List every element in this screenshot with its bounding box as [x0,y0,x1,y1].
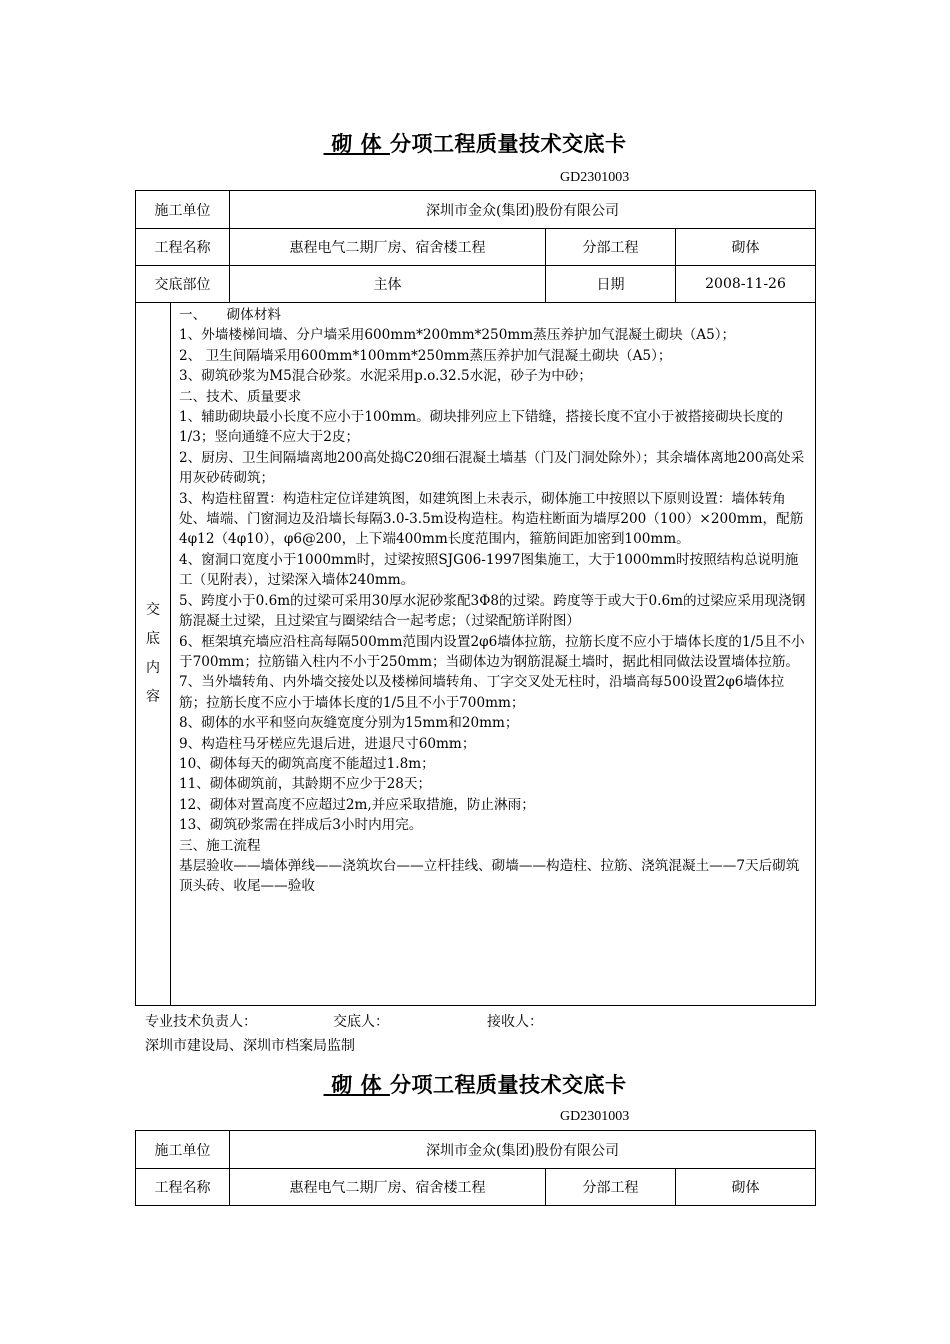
construction-unit-label: 施工单位 [136,191,230,229]
disclosure-table [135,1130,816,1206]
project-name-value: 惠程电气二期厂房、宿舍楼工程 [230,229,546,266]
content-line: 11、砌体砌筑前，其龄期不应少于28天； [179,776,432,793]
content-line: 13、砌筑砂浆需在拌成后3小时内用完。 [179,817,423,834]
row-disclosure-location [136,266,816,303]
content-line: 基层验收——墙体弹线——浇筑坎台——立杆挂线、砌墙——构造柱、拉筋、浇筑混凝土——7天后砌筑顶头砖、收尾——验收 [179,857,800,895]
form-code: GD2301003 [560,170,630,185]
disclosure-content [171,303,816,1006]
content-line: 1、辅助砌块最小长度不应小于100mm。砌块排列应上下错缝，搭接长度不宜小于被搭接砌块长度的1/3；竖向通缝不应大于2皮； [179,409,784,446]
disclosure-table [135,190,816,1006]
card-title [0,1069,950,1099]
content-line: 2、 卫生间隔墙采用600mm*100mm*250mm蒸压养护加气混凝土砌块（A5）； [179,347,672,364]
date-label: 日期 [546,266,676,303]
card-title-subject: 砌 体 [323,132,390,156]
row-project-name [136,1169,816,1206]
content-label-char: 底 [146,631,160,647]
project-name-label: 工程名称 [136,229,230,266]
content-line: 9、构造柱马牙槎应先退后进，进退尺寸60mm； [179,735,476,752]
content-label-char: 交 [146,602,160,618]
content-label-char: 内 [146,660,160,676]
card-title-subject: 砌 体 [323,1073,390,1097]
construction-unit-value: 深圳市金众(集团)股份有限公司 [230,191,816,229]
content-line: 2、厨房、卫生间隔墙离地200高处捣C20细石混凝土墙基（门及门洞处除外）；其余墙体离地200高处采用灰砂砖砌筑； [179,449,805,487]
presenter-label: 交底人： [333,1014,389,1030]
content-line: 5、跨度小于0.6m的过梁可采用30厚水泥砂浆配3Φ8的过梁。跨度等于或大于0.6m的过梁应采用现浇钢筋混凝土过梁，且过梁宜与圈梁结合一起考虑；（过梁配筋详附图） [179,592,806,630]
content-line: 8、砌体的水平和竖向灰缝宽度分别为15mm和20mm； [179,715,519,732]
form-code: GD2301003 [560,1109,630,1124]
subproject-value: 砌体 [676,229,816,266]
disclosure-location-label: 交底部位 [136,266,230,303]
content-label-char: 容 [146,689,160,705]
content-line: 7、当外墙转角、内外墙交接处以及楼梯间墙转角、丁字交叉处无柱时，沿墙高每500设置2φ6墙体拉筋；拉筋长度不应小于墙体长度的1/5且不小于700mm； [179,674,785,711]
subproject-label: 分部工程 [546,1169,676,1206]
card-title [0,128,950,158]
card-title-text: 分项工程质量技术交底卡 [389,132,627,156]
content-line: 1、外墙楼梯间墙、分户墙采用600mm*200mm*250mm蒸压养护加气混凝土砌块（A5）； [179,327,736,344]
content-line: 6、框架填充墙应沿柱高每隔500mm范围内设置2φ6墙体拉筋，拉筋长度不应小于墙体长度的1/5且不小于700mm；拉筋锚入柱内不小于250mm；当砌体边为钢筋混凝土墙时，据此相同做法设置墙体拉筋。 [179,633,805,670]
content-side-label [136,303,171,1006]
supervisor-note: 深圳市建设局、深圳市档案局监制 [145,1038,355,1054]
row-construction-unit [136,191,816,229]
content-line: 10、砌体每天的砌筑高度不能超过1.8m； [179,755,435,772]
content-line: 3、砌筑砂浆为M5混合砂浆。水泥采用p.o.32.5水泥，砂子为中砂； [179,368,593,385]
content-line: 4、窗洞口宽度小于1000mm时，过梁按照SJG06-1997图集施工，大于1000mm时按照结构总说明施工（见附表），过梁深入墙体240mm。 [179,551,799,589]
row-construction-unit [136,1131,816,1169]
card-title-text: 分项工程质量技术交底卡 [389,1073,627,1097]
tech-lead-label: 专业技术负责人： [145,1014,257,1030]
row-disclosure-content [136,303,816,1006]
content-line: 3、构造柱留置：构造柱定位详建筑图，如建筑图上未表示，砌体施工中按照以下原则设置：墙体转角处、墙端、门窗洞边及沿墙长每隔3.0-3.5m设构造柱。构造柱断面为墙厚200（100）×200mm，配筋4φ12（4φ10），φ6@200，上下端400mm长度范围内，箍筋间距加密到100mm。 [179,490,804,548]
date-value: 2008-11-26 [676,266,816,303]
project-name-label: 工程名称 [136,1169,230,1206]
project-name-value: 惠程电气二期厂房、宿舍楼工程 [230,1169,546,1206]
content-line: 三、施工流程 [179,837,261,854]
content-line: 12、砌体对置高度不应超过2m,并应采取措施，防止淋雨； [179,796,535,813]
signature-line [145,1011,543,1031]
disclosure-location-value: 主体 [230,266,546,303]
subproject-value: 砌体 [676,1169,816,1206]
construction-unit-label: 施工单位 [136,1131,230,1169]
receiver-label: 接收人： [487,1014,543,1030]
construction-unit-value: 深圳市金众(集团)股份有限公司 [230,1131,816,1169]
subproject-label: 分部工程 [546,229,676,266]
row-project-name [136,229,816,266]
content-line: 一、 砌体材料 [179,307,281,323]
content-line: 二、技术、质量要求 [179,388,302,405]
